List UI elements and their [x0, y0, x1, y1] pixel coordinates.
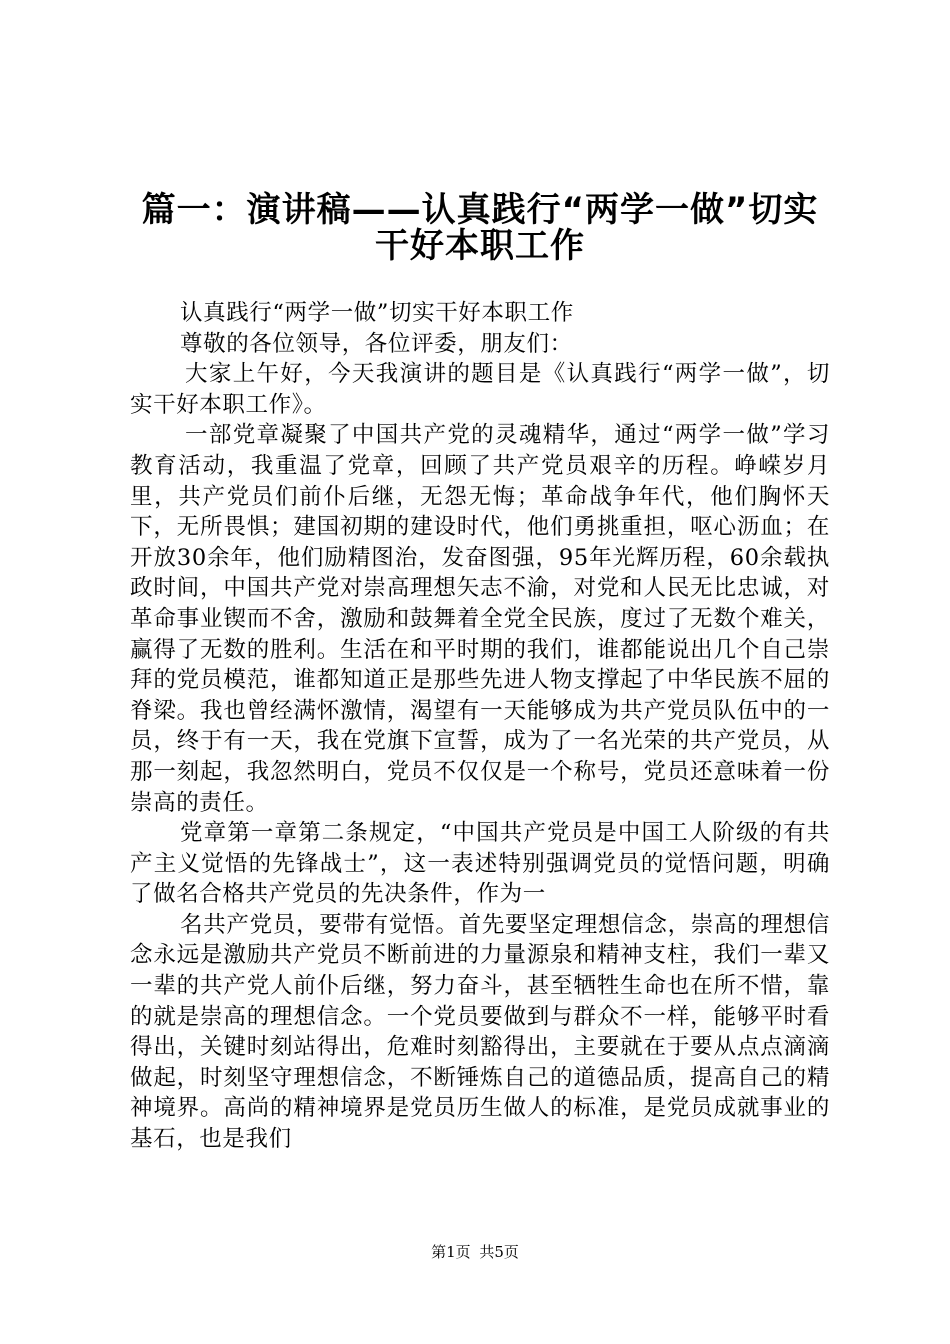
document-title-line-2: 干好本职工作: [375, 226, 585, 266]
body-paragraph: 一部党章凝聚了中国共产党的灵魂精华，通过“两学一做”学习教育活动，我重温了党章，回顾了共产党员艰辛的历程。峥嵘岁月里，共产党员们前仆后继，无怨无悔；革命战争年代，他们胸怀天下，无所畏惧；建国初期的建设时代，他们勇挑重担，呕心沥血；在开放30余年，他们励精图治，发奋图强，95年光辉历程，60余载执政时间，中国共产党对崇高理想矢志不渝，对党和人民无比忠诚，对革命事业锲而不舍，激励和鼓舞着全党全民族，度过了无数个难关，赢得了无数的胜利。生活在和平时期的我们，谁都能说出几个自己崇拜的党员模范，谁都知道正是那些先进人物支撑起了中华民族不屈的脊梁。我也曾经满怀激情，渴望有一天能够成为共产党员队伍中的一员，终于有一天，我在党旗下宣誓，成为了一名光荣的共产党员，从那一刻起，我忽然明白，党员不仅仅是一个称号，党员还意味着一份崇高的责任。: [130, 422, 830, 816]
document-title-line-1: 篇一：演讲稿——认真践行“两学一做”切实: [141, 190, 819, 230]
page-total: 共5页: [479, 1243, 519, 1261]
page-number: 第1页: [431, 1243, 471, 1261]
body-paragraph: 名共产党员，要带有觉悟。首先要坚定理想信念，崇高的理想信念永远是激励共产党员不断前进的力量源泉和精神支柱，我们一辈又一辈的共产党人前仆后继，努力奋斗，甚至牺牲生命也在所不惜，靠的就是崇高的理想信念。一个党员要做到与群众不一样，能够平时看得出，关键时刻站得出，危难时刻豁得出，主要就在于要从点点滴滴做起，时刻坚守理想信念，不断锤炼自己的道德品质，提高自己的精神境界。高尚的精神境界是党员历生做人的标准，是党员成就事业的基石，也是我们: [130, 911, 830, 1153]
body-paragraph-subtitle: 认真践行“两学一做”切实干好本职工作: [180, 300, 574, 326]
body-paragraph-salutation: 尊敬的各位领导，各位评委，朋友们：: [180, 330, 573, 357]
body-paragraph-greeting: 大家上午好，今天我演讲的题目是《认真践行“两学一做”，切实干好本职工作》。: [130, 361, 830, 418]
document-body: [130, 298, 830, 1155]
page-footer: [0, 1242, 950, 1262]
body-paragraph: 党章第一章第二条规定，“中国共产党员是中国工人阶级的有共产主义觉悟的先锋战士”，这一表述特别强调党员的觉悟问题，明确了做名合格共产党员的先决条件，作为一: [130, 820, 830, 908]
